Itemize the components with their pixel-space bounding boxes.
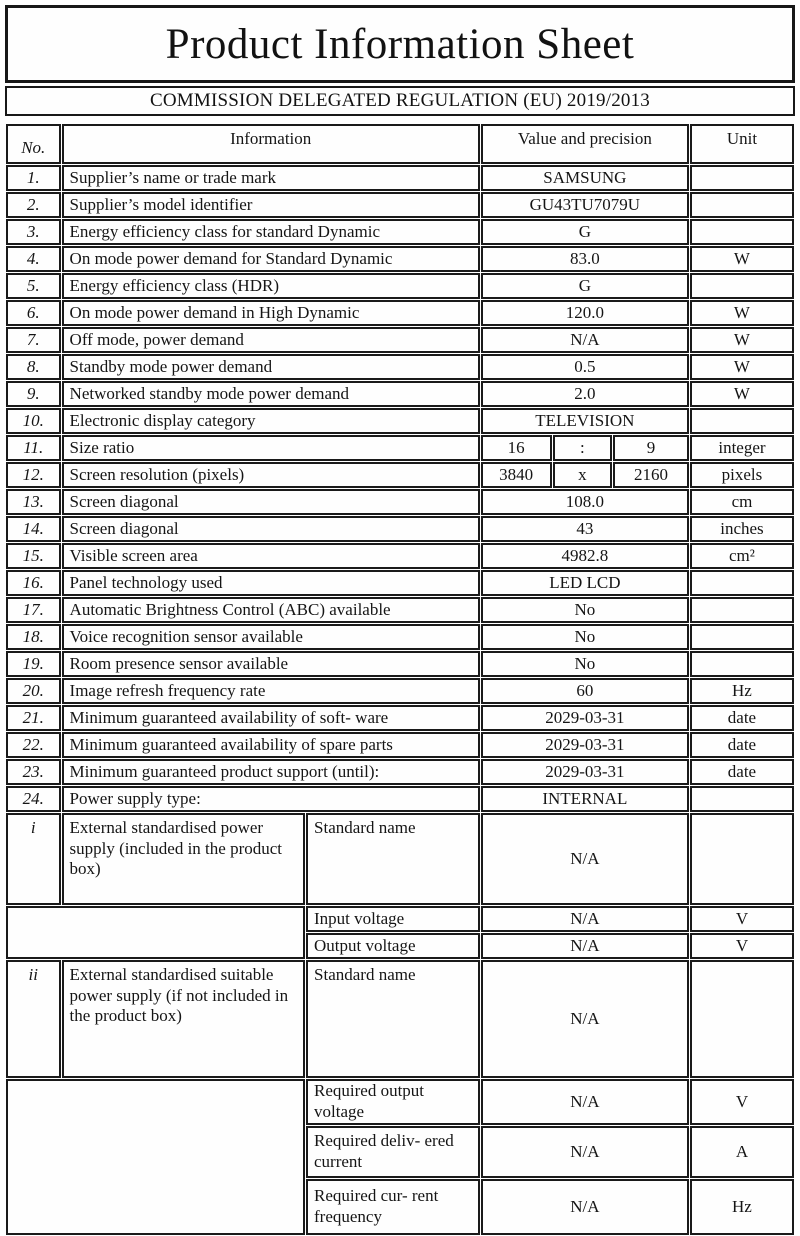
row-value-part: 9 bbox=[613, 435, 689, 461]
row-value-part: 3840 bbox=[481, 462, 552, 488]
row-label: Electronic display category bbox=[62, 408, 480, 434]
row-value: 2029-03-31 bbox=[481, 759, 689, 785]
row-unit: inches bbox=[690, 516, 794, 542]
row-label: Screen resolution (pixels) bbox=[62, 462, 480, 488]
table-row-ps-i bbox=[6, 813, 794, 905]
row-label: Visible screen area bbox=[62, 543, 480, 569]
row-label: Minimum guaranteed availability of spare parts bbox=[62, 732, 480, 758]
row-value: INTERNAL bbox=[481, 786, 689, 812]
column-header-unit: Unit bbox=[690, 124, 794, 164]
empty-cell bbox=[6, 1079, 305, 1235]
row-label: Minimum guaranteed product support (until): bbox=[62, 759, 480, 785]
row-unit bbox=[690, 786, 794, 812]
table-row bbox=[6, 165, 794, 191]
row-number: ii bbox=[6, 960, 61, 1078]
row-label: Energy efficiency class (HDR) bbox=[62, 273, 480, 299]
row-value: N/A bbox=[481, 327, 689, 353]
table-row-ps-ii bbox=[6, 960, 794, 1078]
table-row bbox=[6, 597, 794, 623]
row-number: 20. bbox=[6, 678, 61, 704]
row-field: Required deliv- ered current bbox=[306, 1126, 480, 1178]
row-label: Supplier’s name or trade mark bbox=[62, 165, 480, 191]
row-label: External standardised suitable power supply (if not included in the product box) bbox=[62, 960, 305, 1078]
table-row bbox=[6, 219, 794, 245]
table-row bbox=[6, 651, 794, 677]
row-value: 2029-03-31 bbox=[481, 705, 689, 731]
table-row bbox=[6, 246, 794, 272]
row-label: Size ratio bbox=[62, 435, 480, 461]
row-label: Image refresh frequency rate bbox=[62, 678, 480, 704]
row-label: Minimum guaranteed availability of soft- ware bbox=[62, 705, 480, 731]
row-value: GU43TU7079U bbox=[481, 192, 689, 218]
header-row bbox=[6, 124, 794, 164]
table-row bbox=[6, 192, 794, 218]
row-number: 13. bbox=[6, 489, 61, 515]
row-label: Networked standby mode power demand bbox=[62, 381, 480, 407]
row-field: Required output voltage bbox=[306, 1079, 480, 1125]
row-unit bbox=[690, 960, 794, 1078]
row-number: 19. bbox=[6, 651, 61, 677]
table-row bbox=[6, 570, 794, 596]
column-header-value: Value and precision bbox=[481, 124, 689, 164]
row-unit bbox=[690, 651, 794, 677]
row-number: 4. bbox=[6, 246, 61, 272]
row-label: Power supply type: bbox=[62, 786, 480, 812]
table-row bbox=[6, 678, 794, 704]
row-number: 8. bbox=[6, 354, 61, 380]
row-value: 2029-03-31 bbox=[481, 732, 689, 758]
row-unit: W bbox=[690, 300, 794, 326]
row-unit: integer bbox=[690, 435, 794, 461]
row-number: i bbox=[6, 813, 61, 905]
row-value: LED LCD bbox=[481, 570, 689, 596]
row-value-part: 2160 bbox=[613, 462, 689, 488]
table-row bbox=[6, 327, 794, 353]
row-unit: cm² bbox=[690, 543, 794, 569]
row-value: 43 bbox=[481, 516, 689, 542]
row-unit: Hz bbox=[690, 1179, 794, 1235]
row-unit: pixels bbox=[690, 462, 794, 488]
row-unit: date bbox=[690, 732, 794, 758]
row-unit: W bbox=[690, 327, 794, 353]
row-unit bbox=[690, 192, 794, 218]
row-field: Output voltage bbox=[306, 933, 480, 959]
row-value: N/A bbox=[481, 1179, 689, 1235]
row-number: 14. bbox=[6, 516, 61, 542]
row-number: 6. bbox=[6, 300, 61, 326]
product-info-table bbox=[5, 123, 795, 1236]
row-number: 22. bbox=[6, 732, 61, 758]
row-label: Standby mode power demand bbox=[62, 354, 480, 380]
row-field: Standard name bbox=[306, 960, 480, 1078]
row-value-part: x bbox=[553, 462, 613, 488]
row-value: TELEVISION bbox=[481, 408, 689, 434]
row-value: No bbox=[481, 624, 689, 650]
row-field: Required cur- rent frequency bbox=[306, 1179, 480, 1235]
row-value: N/A bbox=[481, 960, 689, 1078]
empty-cell bbox=[6, 906, 305, 959]
row-number: 24. bbox=[6, 786, 61, 812]
row-number: 17. bbox=[6, 597, 61, 623]
row-unit bbox=[690, 165, 794, 191]
row-number: 15. bbox=[6, 543, 61, 569]
row-label: On mode power demand for Standard Dynamic bbox=[62, 246, 480, 272]
table-row bbox=[6, 543, 794, 569]
row-value: N/A bbox=[481, 813, 689, 905]
row-label: Voice recognition sensor available bbox=[62, 624, 480, 650]
row-unit: date bbox=[690, 759, 794, 785]
row-unit bbox=[690, 570, 794, 596]
row-value: 2.0 bbox=[481, 381, 689, 407]
row-number: 23. bbox=[6, 759, 61, 785]
table-row bbox=[6, 354, 794, 380]
table-row bbox=[6, 786, 794, 812]
row-label: Off mode, power demand bbox=[62, 327, 480, 353]
row-value: 108.0 bbox=[481, 489, 689, 515]
row-value: G bbox=[481, 273, 689, 299]
row-unit: V bbox=[690, 906, 794, 932]
table-row bbox=[6, 732, 794, 758]
table-row bbox=[6, 624, 794, 650]
title-box bbox=[5, 5, 795, 83]
row-unit bbox=[690, 813, 794, 905]
row-unit bbox=[690, 219, 794, 245]
row-value: No bbox=[481, 597, 689, 623]
row-number: 21. bbox=[6, 705, 61, 731]
row-field: Input voltage bbox=[306, 906, 480, 932]
row-number: 7. bbox=[6, 327, 61, 353]
table-row bbox=[6, 516, 794, 542]
table-row bbox=[6, 435, 794, 461]
row-unit: W bbox=[690, 381, 794, 407]
row-unit: W bbox=[690, 246, 794, 272]
row-unit bbox=[690, 408, 794, 434]
row-unit: V bbox=[690, 933, 794, 959]
column-header-no: No. bbox=[6, 124, 61, 164]
table-row bbox=[6, 408, 794, 434]
table-row-ps-i-sub bbox=[6, 906, 794, 932]
row-unit: V bbox=[690, 1079, 794, 1125]
regulation-title: COMMISSION DELEGATED REGULATION (EU) 2019/2013 bbox=[150, 90, 650, 111]
row-unit: cm bbox=[690, 489, 794, 515]
row-number: 3. bbox=[6, 219, 61, 245]
table-row bbox=[6, 489, 794, 515]
row-label: Energy efficiency class for standard Dynamic bbox=[62, 219, 480, 245]
page-title: Product Information Sheet bbox=[165, 20, 635, 68]
row-value: No bbox=[481, 651, 689, 677]
row-label: Supplier’s model identifier bbox=[62, 192, 480, 218]
row-number: 12. bbox=[6, 462, 61, 488]
row-field: Standard name bbox=[306, 813, 480, 905]
table-row bbox=[6, 300, 794, 326]
row-value: 120.0 bbox=[481, 300, 689, 326]
row-unit: A bbox=[690, 1126, 794, 1178]
table-row-ps-ii-sub bbox=[6, 1079, 794, 1125]
row-value-part: : bbox=[553, 435, 613, 461]
row-label: Automatic Brightness Control (ABC) available bbox=[62, 597, 480, 623]
row-number: 10. bbox=[6, 408, 61, 434]
row-number: 18. bbox=[6, 624, 61, 650]
column-header-information: Information bbox=[62, 124, 480, 164]
row-number: 9. bbox=[6, 381, 61, 407]
table-row bbox=[6, 705, 794, 731]
row-unit: Hz bbox=[690, 678, 794, 704]
table-row bbox=[6, 462, 794, 488]
row-number: 5. bbox=[6, 273, 61, 299]
regulation-box bbox=[5, 86, 795, 116]
table-row bbox=[6, 273, 794, 299]
row-value: N/A bbox=[481, 1126, 689, 1178]
row-value: N/A bbox=[481, 1079, 689, 1125]
row-value: 0.5 bbox=[481, 354, 689, 380]
row-value: 83.0 bbox=[481, 246, 689, 272]
row-label: Room presence sensor available bbox=[62, 651, 480, 677]
row-unit bbox=[690, 624, 794, 650]
row-label: Screen diagonal bbox=[62, 516, 480, 542]
row-label: Panel technology used bbox=[62, 570, 480, 596]
row-value: SAMSUNG bbox=[481, 165, 689, 191]
row-value: G bbox=[481, 219, 689, 245]
row-unit bbox=[690, 597, 794, 623]
row-value: 4982.8 bbox=[481, 543, 689, 569]
row-value: 60 bbox=[481, 678, 689, 704]
row-label: Screen diagonal bbox=[62, 489, 480, 515]
row-number: 16. bbox=[6, 570, 61, 596]
row-value: N/A bbox=[481, 933, 689, 959]
table-row bbox=[6, 381, 794, 407]
row-number: 2. bbox=[6, 192, 61, 218]
row-label: External standardised power supply (included in the product box) bbox=[62, 813, 305, 905]
row-number: 1. bbox=[6, 165, 61, 191]
row-value-part: 16 bbox=[481, 435, 552, 461]
table-row bbox=[6, 759, 794, 785]
row-number: 11. bbox=[6, 435, 61, 461]
row-value: N/A bbox=[481, 906, 689, 932]
row-unit bbox=[690, 273, 794, 299]
row-unit: W bbox=[690, 354, 794, 380]
row-label: On mode power demand in High Dynamic bbox=[62, 300, 480, 326]
row-unit: date bbox=[690, 705, 794, 731]
